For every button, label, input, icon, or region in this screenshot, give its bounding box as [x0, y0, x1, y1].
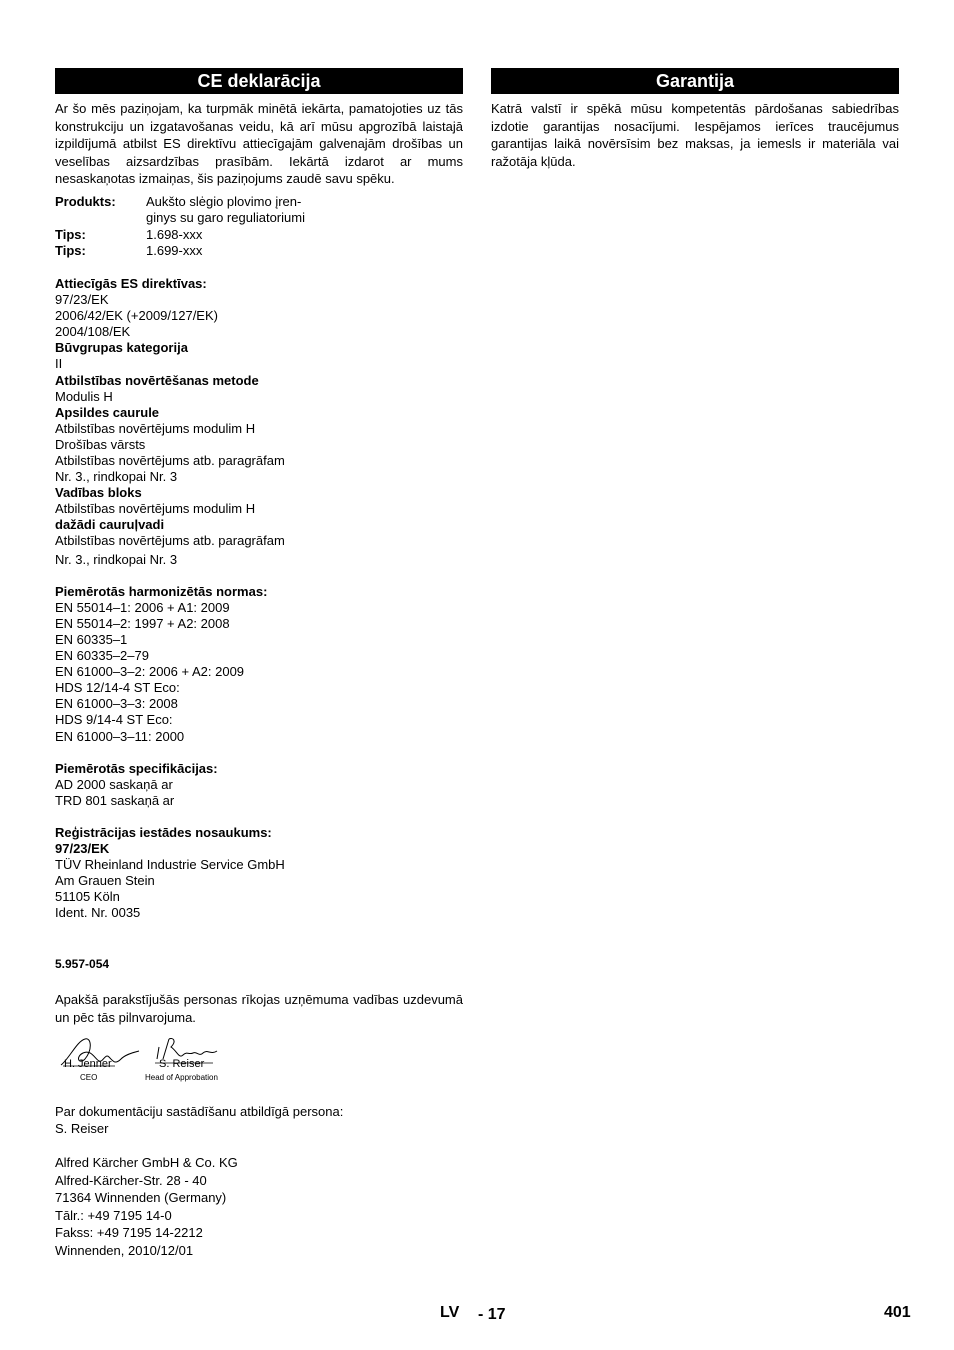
category-value: II [55, 356, 63, 372]
footer-section-page [478, 1306, 506, 1324]
directive-item: 97/23/EK [55, 292, 109, 308]
registry-line: Ident. Nr. 0035 [55, 905, 141, 921]
product-line-1: Aukšto slėgio plovimo įren- [146, 193, 302, 209]
spec-item: AD 2000 saskaņā ar [55, 776, 173, 792]
address-line: Alfred Kärcher GmbH & Co. KG [55, 1155, 238, 1171]
signers-statement: Apakšā parakstījušās personas rīkojas uzņēmuma vadības uzdevumā un pēc tās pilnvarojuma. [55, 992, 463, 1026]
heating-line: Drošības vārsts [55, 436, 146, 452]
signer-name-reiser: S. Reiser [159, 1058, 205, 1071]
responsible-person-block [55, 1103, 463, 1137]
product-row [55, 194, 463, 227]
directives-block [55, 276, 463, 568]
specs-block [55, 761, 463, 809]
heating-line: Nr. 3., rindkopai Nr. 3 [55, 469, 178, 485]
norms-heading: Piemērotās harmonizētās normas: [55, 583, 268, 599]
address-line: Alfred-Kärcher-Str. 28 - 40 [55, 1172, 207, 1188]
signer-role-jenner: CEO [80, 1073, 98, 1083]
responsible-label: Par dokumentāciju sastādīšanu atbildīgā persona: [55, 1104, 344, 1120]
norm-item: EN 61000–3–3: 2008 [55, 696, 178, 712]
registry-heading: Reģistrācijas iestādes nosaukums: [55, 824, 272, 840]
company-address [55, 1154, 463, 1259]
address-line: 71364 Winnenden (Germany) [55, 1190, 227, 1206]
address-line: Winnenden, 2010/12/01 [55, 1242, 194, 1258]
heating-heading: Apsildes caurule [55, 404, 160, 420]
pipes-line: Atbilstības novērtējums atb. paragrāfam [55, 533, 285, 549]
responsible-name: S. Reiser [55, 1121, 109, 1137]
norm-item: EN 61000–3–2: 2006 + A2: 2009 [55, 664, 245, 680]
signer-name-jenner: H. Jenner [64, 1058, 112, 1071]
heating-line: Atbilstības novērtējums modulim H [55, 420, 256, 436]
method-value: Modulis H [55, 388, 113, 404]
registry-line: TÜV Rheinland Industrie Service GmbH [55, 857, 285, 873]
section-page-number: - 17 [478, 1306, 506, 1323]
warranty-text: Katrā valstī ir spēkā mūsu kompetentās pārdošanas sabiedrības izdotie garantijas nosacījumi. Iespējamos ierīces traucējumus garantijas laikā novērsīsim bez maksas, ja iemesls ir materiāla vai ražotāja kļūda. [491, 101, 899, 169]
method-heading: Atbilstības novērtēšanas metode [55, 372, 259, 388]
type-label: Tips: [55, 243, 86, 259]
ce-declaration-heading: CE deklarācija [55, 68, 463, 94]
norm-item: EN 61000–3–11: 2000 [55, 728, 185, 744]
spec-item: TRD 801 saskaņā ar [55, 792, 175, 808]
signer-role-reiser: Head of Approbation [145, 1073, 218, 1083]
type-row-2 [55, 243, 463, 260]
product-block [55, 194, 463, 260]
ce-declaration-column [55, 68, 463, 1259]
specs-heading: Piemērotās specifikācijas: [55, 760, 218, 776]
type-value: 1.699-xxx [146, 243, 203, 259]
declaration-intro: Ar šo mēs paziņojam, ka turpmāk minētā iekārta, pamatojoties uz tās konstrukciju un izgatavošanas veidu, kā arī mūsu apgrozībā laistajā izpildījumā atbilst ES direktīvu attiecīgajām galvenajām drošības un veselības aizsardzības prasībām. Iekārtā izdarot ar mums nesaskaņotas izmaiņas, šis paziņojums zaudē savu spēku. [55, 101, 463, 187]
registry-line: 51105 Köln [55, 889, 120, 905]
registry-block [55, 825, 463, 922]
signatures [55, 1035, 463, 1097]
address-line: Tālr.: +49 7195 14-0 [55, 1207, 172, 1223]
product-line-2: ginys su garo reguliatoriumi [146, 210, 305, 226]
type-label: Tips: [55, 226, 86, 242]
norm-item: EN 60335–2–79 [55, 648, 149, 664]
category-heading: Būvgrupas kategorija [55, 340, 188, 356]
control-heading: Vadības bloks [55, 485, 142, 501]
norm-item: HDS 12/14-4 ST Eco: [55, 680, 180, 696]
footer-language: LV [440, 1304, 460, 1321]
norm-item: HDS 9/14-4 ST Eco: [55, 712, 173, 728]
product-label: Produkts: [55, 193, 116, 209]
type-row-1 [55, 227, 463, 244]
control-value: Atbilstības novērtējums modulim H [55, 501, 256, 517]
directive-item: 2004/108/EK [55, 324, 131, 340]
heating-line: Atbilstības novērtējums atb. paragrāfam [55, 453, 285, 468]
pipes-line: Nr. 3., rindkopai Nr. 3 [55, 551, 178, 567]
norm-item: EN 55014–1: 2006 + A1: 2009 [55, 599, 230, 615]
document-number: 5.957-054 [55, 957, 110, 972]
registry-subheading: 97/23/EK [55, 840, 110, 856]
type-value: 1.698-xxx [146, 226, 203, 242]
norm-item: EN 55014–2: 1997 + A2: 2008 [55, 615, 230, 631]
directives-heading: Attiecīgās ES direktīvas: [55, 275, 207, 291]
norms-block [55, 584, 463, 745]
registry-line: Am Grauen Stein [55, 873, 155, 889]
address-line: Fakss: +49 7195 14-2212 [55, 1225, 203, 1241]
directive-item: 2006/42/EK (+2009/127/EK) [55, 308, 218, 324]
pipes-heading: dažādi cauruļvadi [55, 517, 165, 533]
norm-item: EN 60335–1 [55, 631, 128, 647]
warranty-heading: Garantija [491, 68, 899, 94]
footer-page-number: 401 [884, 1304, 911, 1321]
warranty-column [491, 68, 899, 170]
